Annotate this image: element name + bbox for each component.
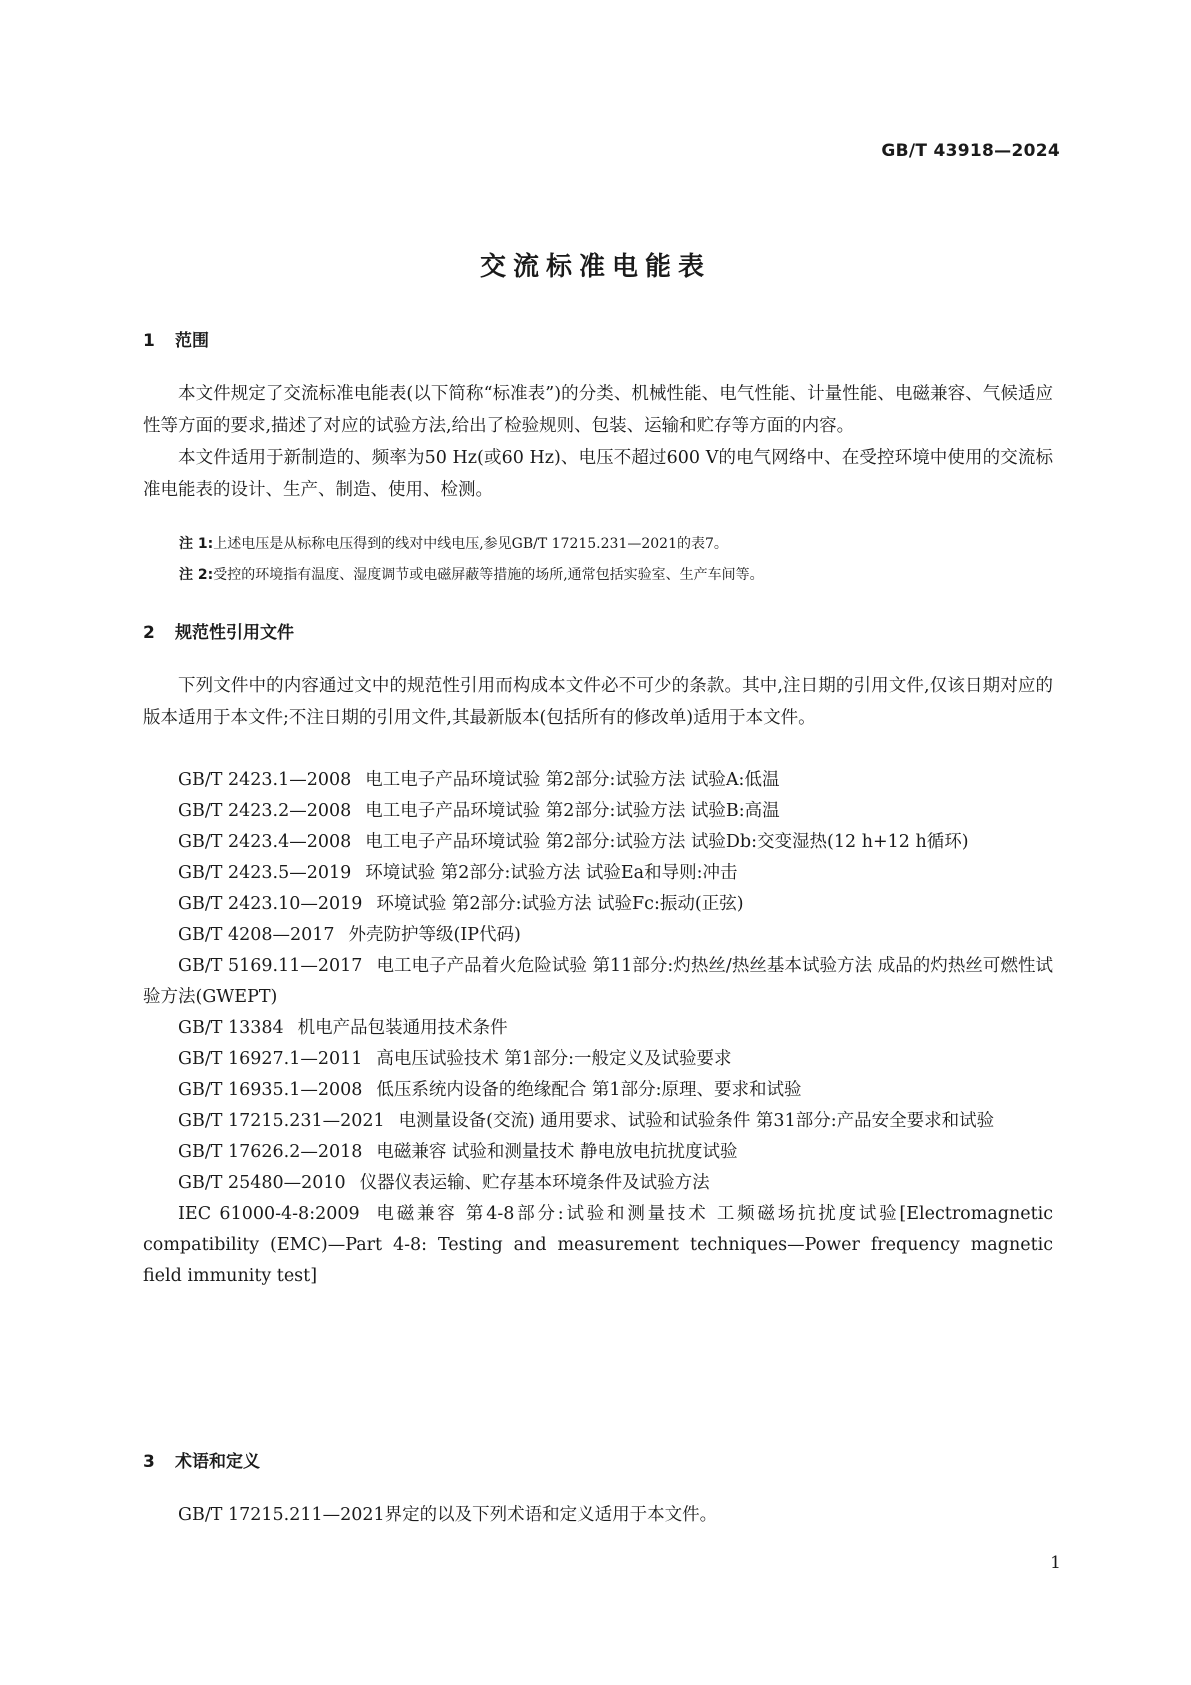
page-number: 1 (1050, 1553, 1061, 1573)
reference-code: GB/T 2423.5—2019 (178, 863, 352, 883)
section-3-title: 术语和定义 (175, 1452, 260, 1472)
reference-title: 低压系统内设备的绝缘配合 第1部分:原理、要求和试验 (376, 1080, 802, 1100)
references-intro: 下列文件中的内容通过文中的规范性引用而构成本文件必不可少的条款。其中,注日期的引用文件,仅该日期对应的版本适用于本文件;不注日期的引用文件,其最新版本(包括所有的修改单)适用于本文件。 (143, 676, 1053, 728)
reference-code: GB/T 2423.10—2019 (178, 894, 363, 914)
reference-code: GB/T 2423.2—2008 (178, 801, 352, 821)
reference-item (143, 1013, 1053, 1044)
section-1-number: 1 (143, 331, 155, 351)
reference-title: 电测量设备(交流) 通用要求、试验和试验条件 第31部分:产品安全要求和试验 (398, 1111, 995, 1131)
terms-intro: GB/T 17215.211—2021界定的以及下列术语和定义适用于本文件。 (178, 1505, 718, 1525)
document-title: 交流标准电能表 (479, 252, 711, 282)
scope-paragraph-2: 本文件适用于新制造的、频率为50 Hz(或60 Hz)、电压不超过600 V的电气网络中、在受控环境中使用的交流标准电能表的设计、生产、制造、使用、检测。 (143, 448, 1053, 500)
section-3-number: 3 (143, 1452, 155, 1472)
reference-code: IEC 61000-4-8:2009 (178, 1204, 360, 1224)
note-1 (179, 529, 1049, 560)
reference-code: GB/T 13384 (178, 1018, 284, 1038)
reference-item (143, 765, 1053, 796)
reference-item (143, 827, 1053, 858)
reference-code: GB/T 16927.1—2011 (178, 1049, 363, 1069)
references-intro-block (143, 670, 1053, 734)
section-2-heading (143, 618, 294, 643)
reference-item (143, 889, 1053, 920)
reference-title: 环境试验 第2部分:试验方法 试验Fc:振动(正弦) (376, 894, 744, 914)
reference-title: 外壳防护等级(IP代码) (348, 925, 521, 945)
reference-code: GB/T 16935.1—2008 (178, 1080, 363, 1100)
reference-item (143, 951, 1053, 1013)
note-2-label: 注 2: (179, 567, 214, 583)
section-1-title: 范围 (175, 331, 209, 351)
reference-title: 机电产品包装通用技术条件 (297, 1018, 508, 1038)
reference-item (143, 1044, 1053, 1075)
note-2-text: 受控的环境指有温度、湿度调节或电磁屏蔽等措施的场所,通常包括实验室、生产车间等。 (213, 567, 764, 583)
reference-title: 电磁兼容 试验和测量技术 静电放电抗扰度试验 (376, 1142, 738, 1162)
reference-title: 电工电子产品环境试验 第2部分:试验方法 试验B:高温 (365, 801, 780, 821)
reference-code: GB/T 2423.4—2008 (178, 832, 352, 852)
scope-paragraph-1: 本文件规定了交流标准电能表(以下简称“标准表”)的分类、机械性能、电气性能、计量性能、电磁兼容、气候适应性等方面的要求,描述了对应的试验方法,给出了检验规则、包装、运输和贮存等方面的内容。 (143, 384, 1053, 436)
reference-list (143, 765, 1053, 1292)
section-2-title: 规范性引用文件 (175, 623, 294, 643)
scope-notes (179, 529, 1049, 591)
scope-body (143, 378, 1053, 506)
note-2 (179, 560, 1049, 591)
reference-item (143, 920, 1053, 951)
reference-title: 电工电子产品环境试验 第2部分:试验方法 试验Db:交变湿热(12 h+12 h循环) (365, 832, 969, 852)
reference-title: 电工电子产品着火危险试验 第11部分:灼热丝/热丝基本试验方法 成品的灼热丝可燃性试验方法(GWEPT) (143, 956, 1054, 1007)
reference-item (143, 1075, 1053, 1106)
reference-title: 仪器仪表运输、贮存基本环境条件及试验方法 (359, 1173, 710, 1193)
reference-title: 电磁兼容 第4-8部分:试验和测量技术 工频磁场抗扰度试验[Electromagnetic compatibility (EMC)—Part 4-8: Testing and measurement techniques—Power frequency magnetic field immunity test] (143, 1204, 1054, 1286)
reference-code: GB/T 2423.1—2008 (178, 770, 352, 790)
reference-item (143, 796, 1053, 827)
section-1-heading (143, 326, 209, 351)
reference-code: GB/T 17215.231—2021 (178, 1111, 385, 1131)
reference-code: GB/T 4208—2017 (178, 925, 335, 945)
standard-code: GB/T 43918—2024 (881, 141, 1060, 161)
reference-item (143, 1137, 1053, 1168)
section-3-heading (143, 1447, 260, 1472)
reference-code: GB/T 25480—2010 (178, 1173, 346, 1193)
reference-item (143, 858, 1053, 889)
reference-item (143, 1168, 1053, 1199)
section-2-number: 2 (143, 623, 155, 643)
note-1-label: 注 1: (179, 536, 214, 552)
reference-title: 电工电子产品环境试验 第2部分:试验方法 试验A:低温 (365, 770, 780, 790)
reference-code: GB/T 17626.2—2018 (178, 1142, 363, 1162)
terms-intro-block (143, 1499, 1053, 1531)
reference-title: 环境试验 第2部分:试验方法 试验Ea和导则:冲击 (365, 863, 738, 883)
reference-item (143, 1199, 1053, 1292)
reference-title: 高电压试验技术 第1部分:一般定义及试验要求 (376, 1049, 732, 1069)
reference-code: GB/T 5169.11—2017 (178, 956, 363, 976)
note-1-text: 上述电压是从标称电压得到的线对中线电压,参见GB/T 17215.231—2021的表7。 (213, 536, 728, 552)
reference-item (143, 1106, 1053, 1137)
